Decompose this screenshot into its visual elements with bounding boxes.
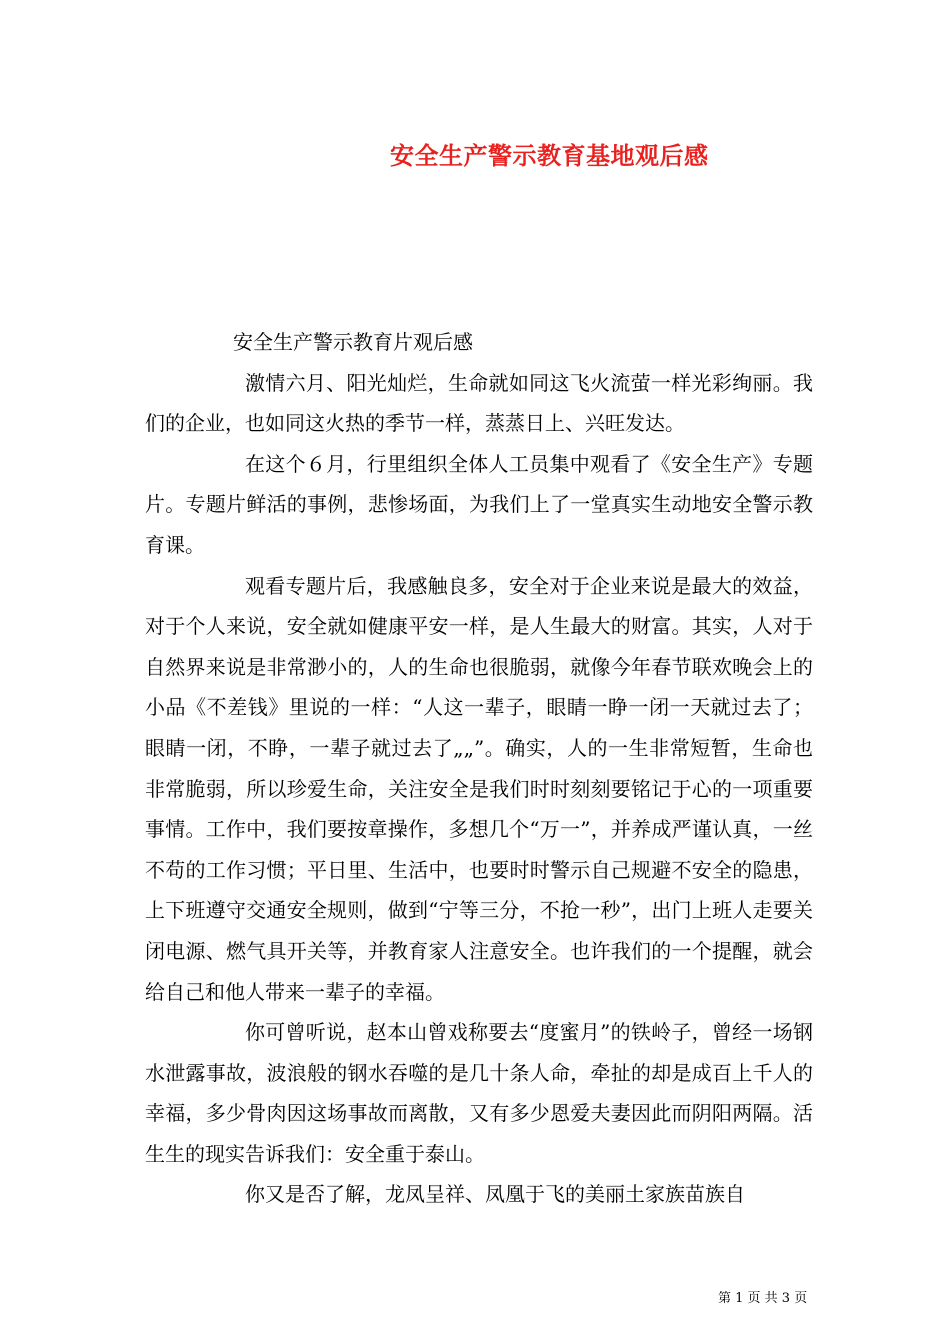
paragraph-4: 你可曾听说，赵本山曾戏称要去“度蜜月”的铁岭子，曾经一场钢水泄露事故，波浪般的钢水吞噬的是几十条人命，牵扯的却是成百上千人的幸福，多少骨肉因这场事故而离散，又有多少恩爱夫妻因此而阴阳两隔。活生生的现实告诉我们：安全重于泰山。 [145, 1020, 813, 1166]
page-number-footer: 第 1 页 共 3 页 [718, 1291, 808, 1306]
document-title: 安全生产警示教育基地观后感 [390, 141, 709, 170]
paragraph-3: 观看专题片后，我感触良多，安全对于企业来说是最大的效益，对于个人来说，安全就如健康平安一样，是人生最大的财富。其实，人对于自然界来说是非常渺小的，人的生命也很脆弱，就像今年春节联欢晚会上的小品《不差钱》里说的一样：“人这一辈子，眼睛一睁一闭一天就过去了；眼睛一闭，不睁，一辈子就过去了„„”。确实，人的一生非常短暂，生命也非常脆弱，所以珍爱生命，关注安全是我们时时刻刻要铭记于心的一项重要事情。工作中，我们要按章操作，多想几个“万一”，并养成严谨认真，一丝不苟的工作习惯；平日里、生活中，也要时时警示自己规避不安全的隐患，上下班遵守交通安全规则，做到“宁等三分，不抢一秒”，出门上班人走要关闭电源、燃气具开关等，并教育家人注意安全。也许我们的一个提醒，就会给自己和他人带来一辈子的幸福。 [145, 573, 813, 1004]
paragraph-5: 你又是否了解，龙凤呈祥、凤凰于飞的美丽土家族苗族自 [245, 1182, 745, 1207]
document-body [145, 322, 813, 1215]
document-subtitle: 安全生产警示教育片观后感 [233, 330, 473, 354]
paragraph-2: 在这个６月，行里组织全体人工员集中观看了《安全生产》专题片。专题片鲜活的事例，悲惨场面，为我们上了一堂真实生动地安全警示教育课。 [145, 451, 813, 557]
paragraph-1: 激情六月、阳光灿烂，生命就如同这飞火流萤一样光彩绚丽。我们的企业，也如同这火热的季节一样，蒸蒸日上、兴旺发达。 [145, 370, 813, 436]
